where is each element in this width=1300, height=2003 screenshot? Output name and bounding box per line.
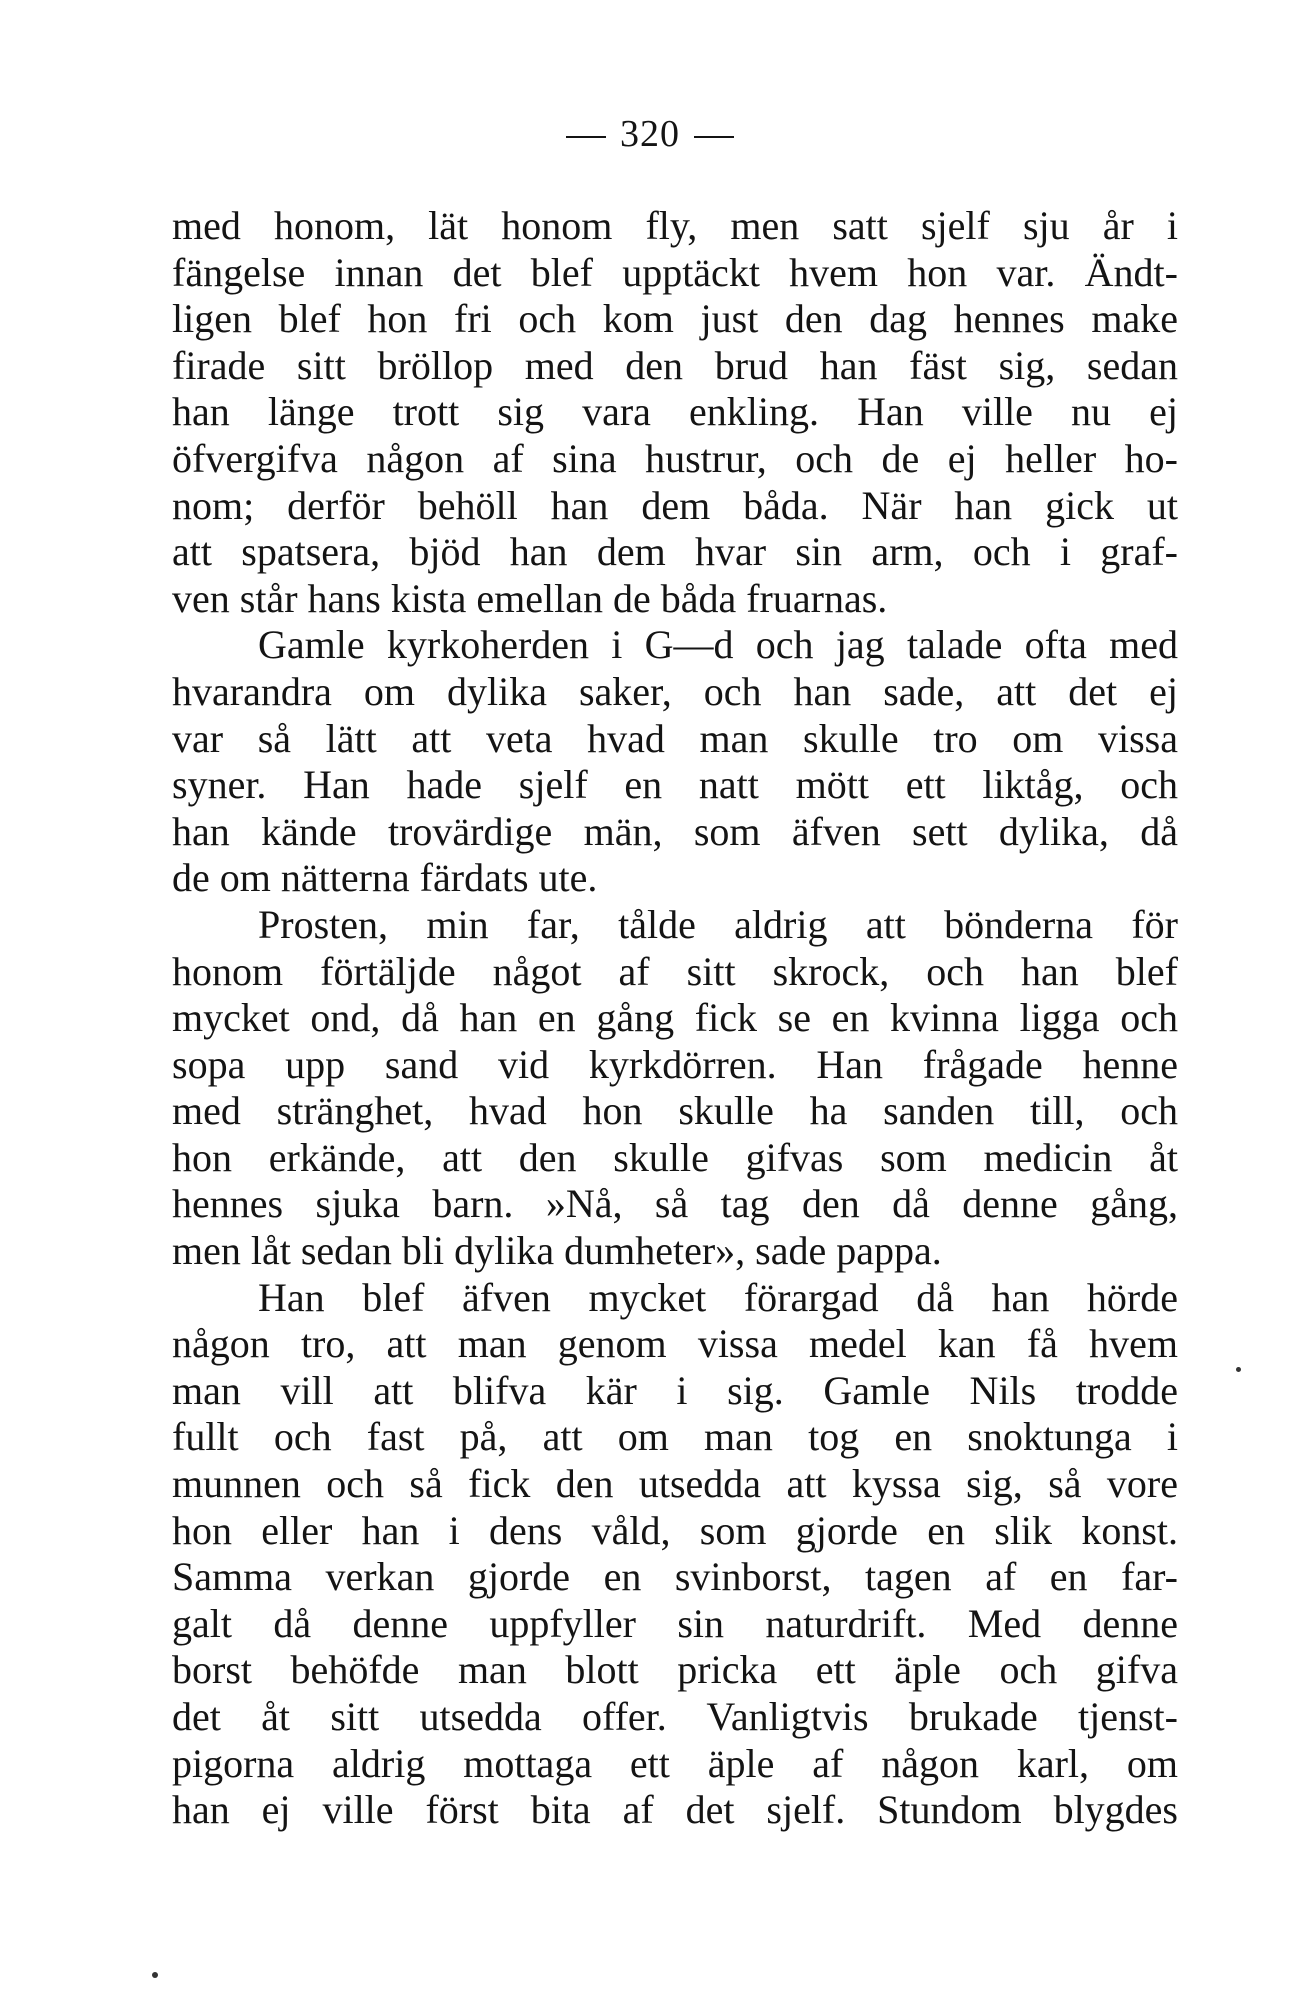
- print-speck: [152, 1972, 158, 1978]
- text-line: hennes sjuka barn. »Nå, så tag den då denne gång,: [172, 1181, 1178, 1227]
- print-speck: [1236, 1367, 1241, 1372]
- text-line: nom; derför behöll han dem båda. När han gick ut: [172, 482, 1178, 528]
- text-line: hon eller han i dens våld, som gjorde en slik konst.: [172, 1507, 1178, 1553]
- text-line: Samma verkan gjorde en svinborst, tagen af en far-: [172, 1554, 1178, 1600]
- text-line: han länge trott sig vara enkling. Han ville nu ej: [172, 389, 1178, 435]
- text-line: Han blef äfven mycket förargad då han hörde: [258, 1274, 1178, 1320]
- page-number: 320: [620, 113, 680, 155]
- text-line: de om nätterna färdats ute.: [172, 855, 598, 901]
- text-line: ven står hans kista emellan de båda fruarnas.: [172, 575, 888, 621]
- text-line: firade sitt bröllop med den brud han fäst sig, sedan: [172, 342, 1178, 388]
- text-line: fängelse innan det blef upptäckt hvem hon var. Ändt-: [172, 249, 1178, 295]
- text-line: att spatsera, bjöd han dem hvar sin arm, och i graf-: [172, 529, 1178, 575]
- text-line: Gamle kyrkoherden i G—d och jag talade ofta med: [258, 622, 1178, 668]
- text-line: honom förtäljde något af sitt skrock, och han blef: [172, 948, 1178, 994]
- text-line: sopa upp sand vid kyrkdörren. Han frågade henne: [172, 1041, 1178, 1087]
- text-line: syner. Han hade sjelf en natt mött ett liktåg, och: [172, 762, 1178, 808]
- text-line: ligen blef hon fri och kom just den dag hennes make: [172, 296, 1178, 342]
- body-text: [172, 203, 1178, 1834]
- header-dash-left: [566, 136, 606, 138]
- text-line: någon tro, att man genom vissa medel kan få hvem: [172, 1321, 1178, 1367]
- text-line: Prosten, min far, tålde aldrig att bönderna för: [258, 901, 1178, 947]
- text-line: man vill att blifva kär i sig. Gamle Nils trodde: [172, 1367, 1178, 1413]
- text-line: munnen och så fick den utsedda att kyssa sig, så vore: [172, 1461, 1178, 1507]
- text-line: men låt sedan bli dylika dumheter», sade pappa.: [172, 1228, 942, 1274]
- page-header: [0, 112, 1300, 156]
- text-line: var så lätt att veta hvad man skulle tro om vissa: [172, 715, 1178, 761]
- text-line: med stränghet, hvad hon skulle ha sanden till, och: [172, 1088, 1178, 1134]
- text-line: pigorna aldrig mottaga ett äple af någon karl, om: [172, 1740, 1178, 1786]
- text-line: hvarandra om dylika saker, och han sade, att det ej: [172, 668, 1178, 714]
- text-line: borst behöfde man blott pricka ett äple och gifva: [172, 1647, 1178, 1693]
- text-line: det åt sitt utsedda offer. Vanligtvis brukade tjenst-: [172, 1694, 1178, 1739]
- header-dash-right: [694, 136, 734, 138]
- text-line: med honom, lät honom fly, men satt sjelf sju år i: [172, 203, 1178, 248]
- text-line: fullt och fast på, att om man tog en snoktunga i: [172, 1414, 1178, 1460]
- text-line: öfvergifva någon af sina hustrur, och de ej heller ho-: [172, 435, 1178, 481]
- text-line: hon erkände, att den skulle gifvas som medicin åt: [172, 1134, 1178, 1180]
- text-line: galt då denne uppfyller sin naturdrift. Med denne: [172, 1600, 1178, 1646]
- text-line: han ej ville först bita af det sjelf. Stundom blygdes: [172, 1787, 1178, 1833]
- text-line: mycket ond, då han en gång fick se en kvinna ligga och: [172, 995, 1178, 1041]
- text-line: han kände trovärdige män, som äfven sett dylika, då: [172, 808, 1178, 854]
